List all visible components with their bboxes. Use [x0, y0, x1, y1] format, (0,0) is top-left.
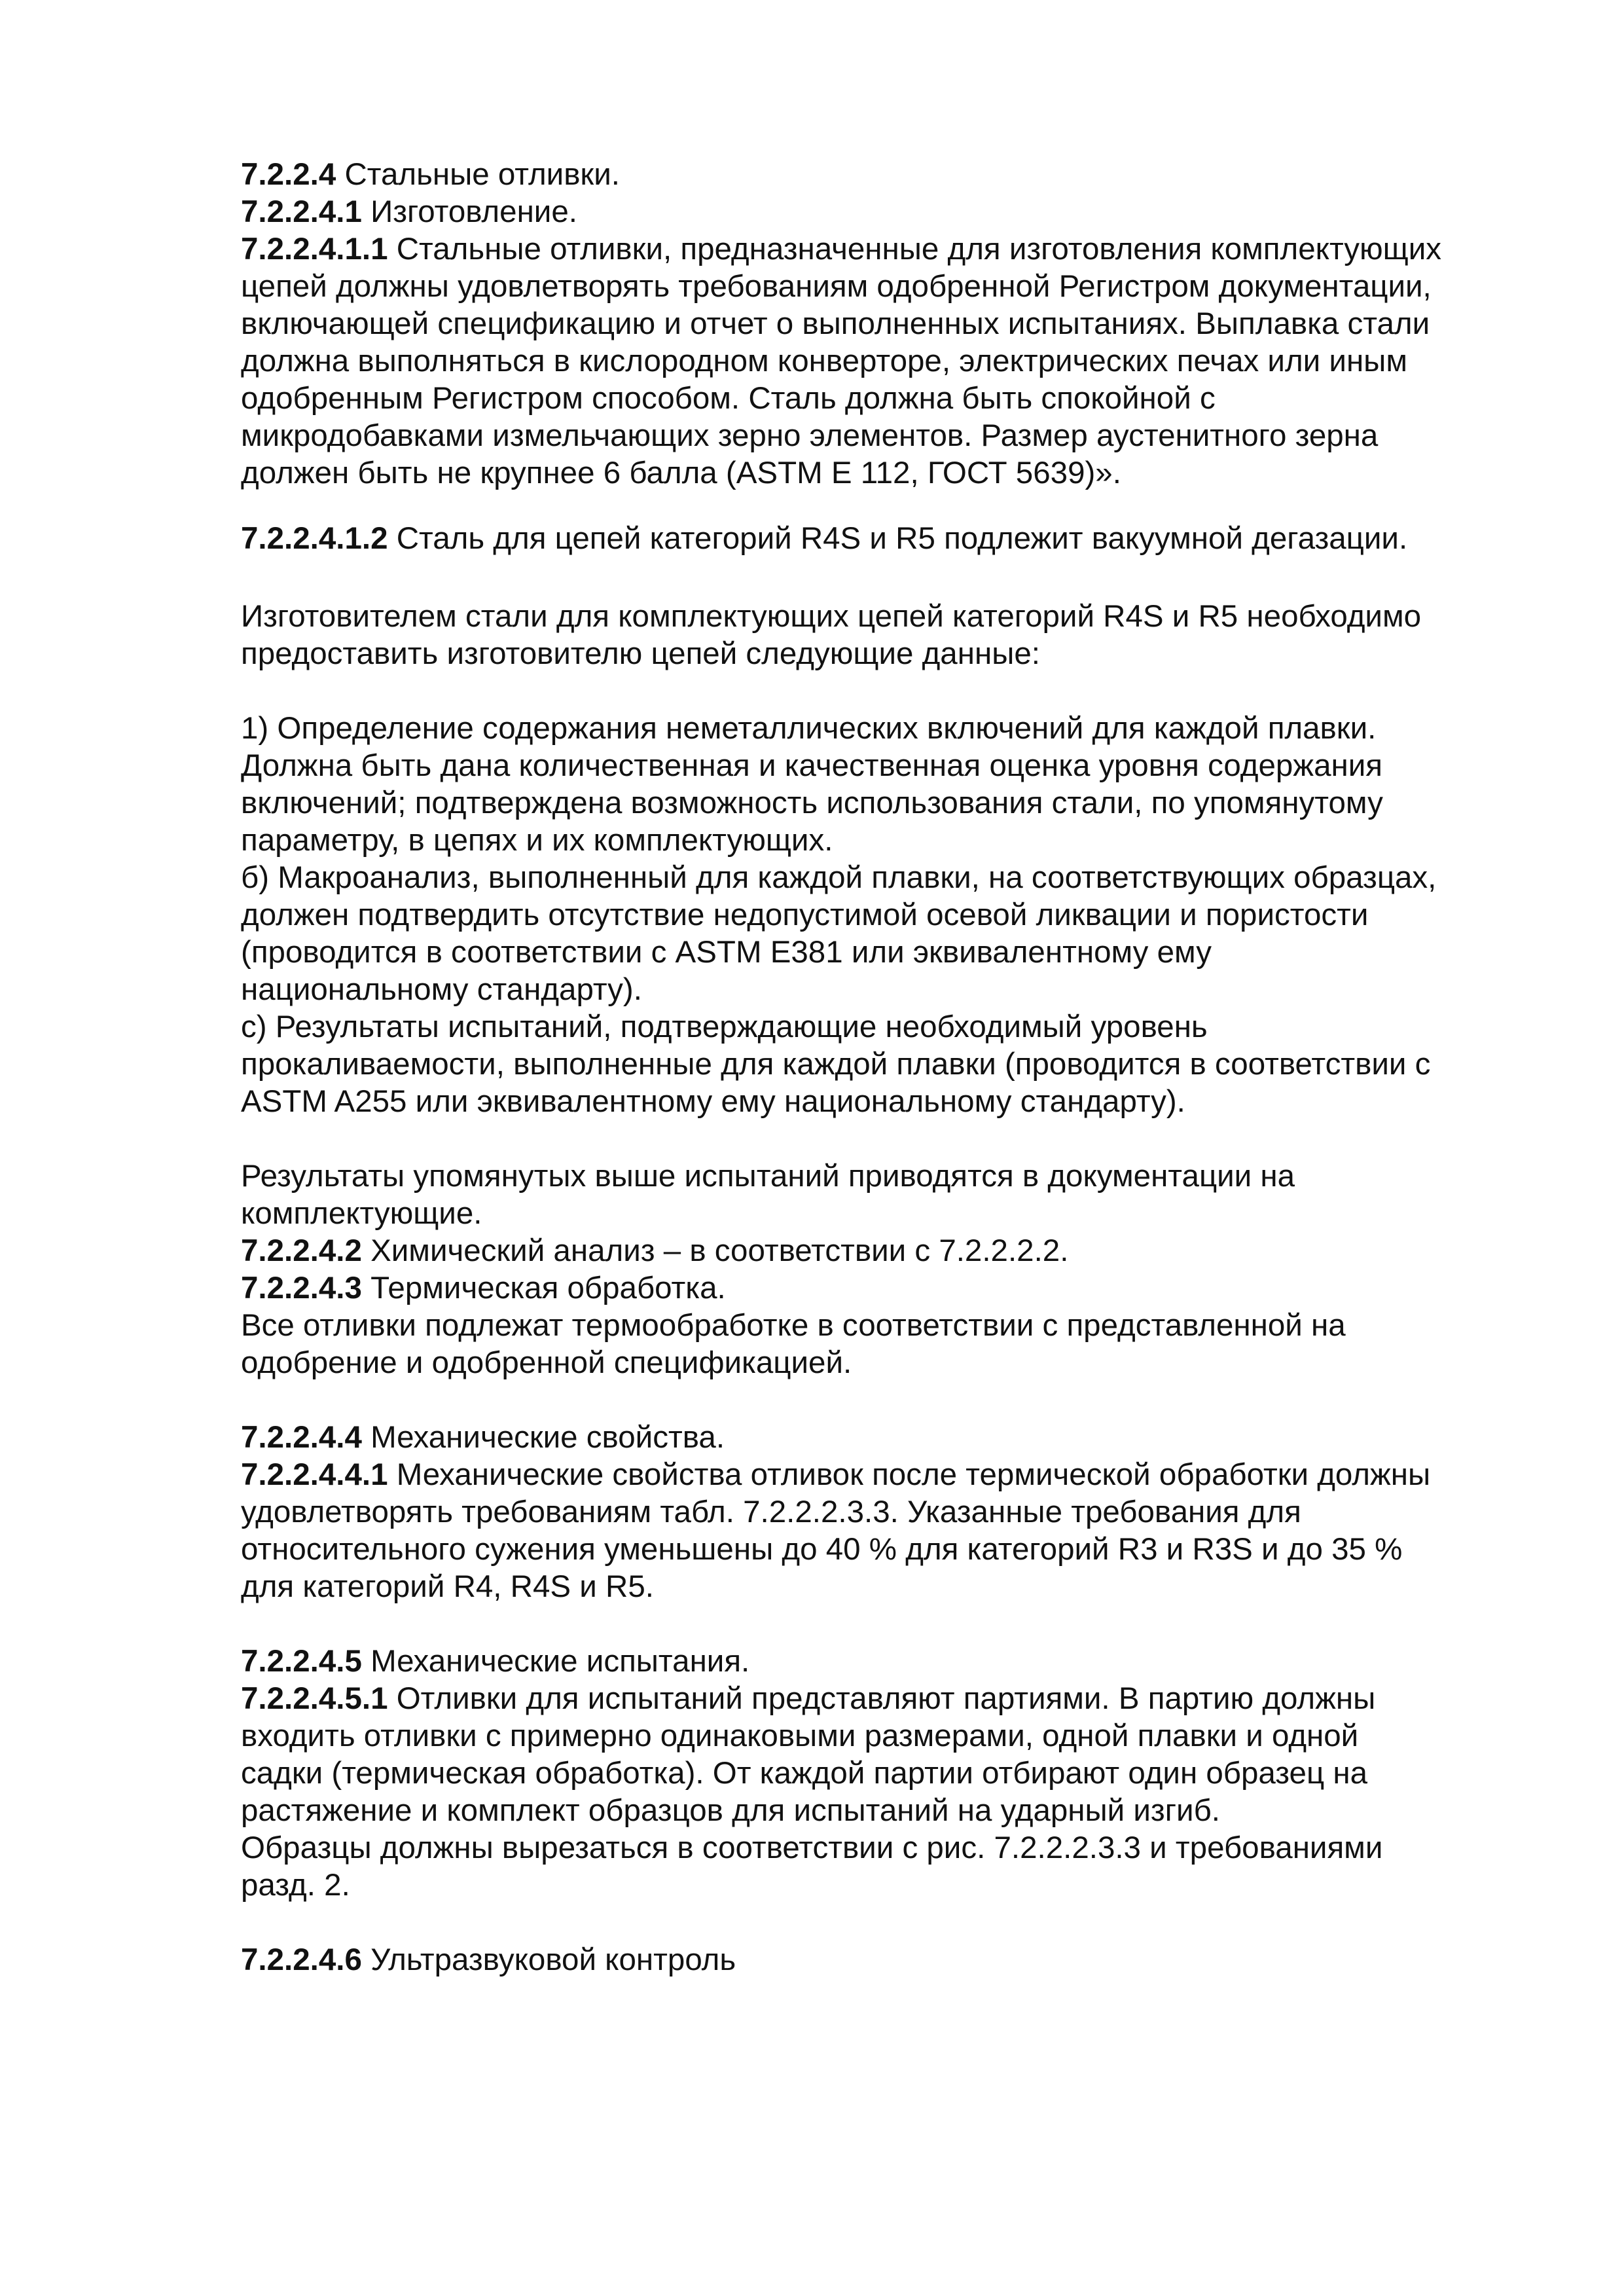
- section-number: 7.2.2.4.6: [241, 1942, 362, 1977]
- section-text: Ультразвуковой контроль: [361, 1942, 736, 1977]
- specimens-paragraph: [241, 1829, 1445, 1904]
- section-number: 7.2.2.4.3: [241, 1271, 362, 1305]
- section-number: 7.2.2.4.5: [241, 1644, 362, 1679]
- paragraph-text: Все отливки подлежат термообработке в соответствии с представленной на одобрение и одобренной спецификацией.: [241, 1308, 1346, 1380]
- list-item-1: [241, 710, 1445, 859]
- section-number: 7.2.2.4.4.1: [241, 1457, 388, 1492]
- list-item-text: с) Результаты испытаний, подтверждающие необходимый уровень прокаливаемости, выполненные для каждой плавки (проводится в соответствии с ASTM A255 или эквивалентному ему национальному стандарту).: [241, 1010, 1431, 1119]
- section-number: 7.2.2.4.1: [241, 194, 362, 229]
- section-number: 7.2.2.4: [241, 157, 336, 192]
- section-7-2-2-4-1-2: [241, 517, 1445, 560]
- list-item-text: 1) Определение содержания неметаллических включений для каждой плавки. Должна быть дана количественная и качественная оценка уровня содержания включений; подтверждена возможность использования стали, по упомянутому параметру, в цепях и их комплектующих.: [241, 711, 1383, 858]
- document-page: [241, 156, 1445, 1978]
- section-text: Термическая обработка.: [361, 1271, 726, 1305]
- list-item-c: [241, 1008, 1445, 1120]
- heat-treatment-paragraph: [241, 1307, 1445, 1381]
- section-number: 7.2.2.4.1.1: [241, 232, 388, 266]
- section-text: Стальные отливки, предназначенные для изготовления комплектующих цепей должны удовлетворять требованиям одобренной Регистром документации, включающей спецификацию и отчет о выполненных испытаниях. Выплавка стали должна выполняться в кислородном конверторе, электрических печах или иным одобренным Регистром способом. Сталь должна быть спокойной с микродобавками измельчающих зерно элементов. Размер аустенитного зерна должен быть не крупнее 6 балла (ASTM E 112, ГОСТ 5639)».: [241, 232, 1441, 490]
- section-text: Химический анализ – в соответствии с 7.2.2.2.2.: [361, 1233, 1069, 1268]
- section-text: Механические испытания.: [361, 1644, 750, 1679]
- list-item-b: [241, 859, 1445, 1008]
- section-text: Механические свойства отливок после термической обработки должны удовлетворять требованиям табл. 7.2.2.2.3.3. Указанные требования для относительного сужения уменьшены до 40 % для категорий R3 и R3S и до 35 % для категорий R4, R4S и R5.: [241, 1457, 1431, 1604]
- paragraph-text: Результаты упомянутых выше испытаний приводятся в документации на комплектующие.: [241, 1159, 1295, 1231]
- section-number: 7.2.2.4.1.2: [241, 521, 388, 556]
- section-7-2-2-4-4: [241, 1419, 1445, 1456]
- section-7-2-2-4-1: [241, 193, 1445, 230]
- section-7-2-2-4-5-1: [241, 1680, 1445, 1829]
- section-number: 7.2.2.4.5.1: [241, 1681, 388, 1716]
- section-text: Отливки для испытаний представляют партиями. В партию должны входить отливки с примерно одинаковыми размерами, одной плавки и одной садки (термическая обработка). От каждой партии отбирают один образец на растяжение и комплект образцов для испытаний на ударный изгиб.: [241, 1681, 1376, 1828]
- section-7-2-2-4-3: [241, 1269, 1445, 1307]
- paragraph-text: Изготовителем стали для комплектующих цепей категорий R4S и R5 необходимо предоставить изготовителю цепей следующие данные:: [241, 599, 1422, 671]
- section-text: Механические свойства.: [361, 1420, 725, 1455]
- section-7-2-2-4-1-1: [241, 230, 1445, 492]
- section-text: Стальные отливки.: [336, 157, 620, 192]
- steel-manufacturer-paragraph: [241, 598, 1445, 672]
- section-number: 7.2.2.4.4: [241, 1420, 362, 1455]
- test-results-paragraph: [241, 1157, 1445, 1232]
- paragraph-text: Образцы должны вырезаться в соответствии с рис. 7.2.2.2.3.3 и требованиями разд. 2.: [241, 1831, 1383, 1903]
- section-7-2-2-4: [241, 156, 1445, 193]
- section-text: Изготовление.: [361, 194, 577, 229]
- section-7-2-2-4-6: [241, 1941, 1445, 1978]
- section-7-2-2-4-5: [241, 1643, 1445, 1680]
- list-item-text: б) Макроанализ, выполненный для каждой плавки, на соответствующих образцах, должен подтвердить отсутствие недопустимой осевой ликвации и пористости (проводится в соответствии с ASTM E381 или эквивалентному ему национальному стандарту).: [241, 860, 1437, 1007]
- section-text: Сталь для цепей категорий R4S и R5 подлежит вакуумной дегазации.: [388, 521, 1408, 556]
- section-7-2-2-4-2: [241, 1232, 1445, 1269]
- section-number: 7.2.2.4.2: [241, 1233, 362, 1268]
- section-7-2-2-4-4-1: [241, 1456, 1445, 1605]
